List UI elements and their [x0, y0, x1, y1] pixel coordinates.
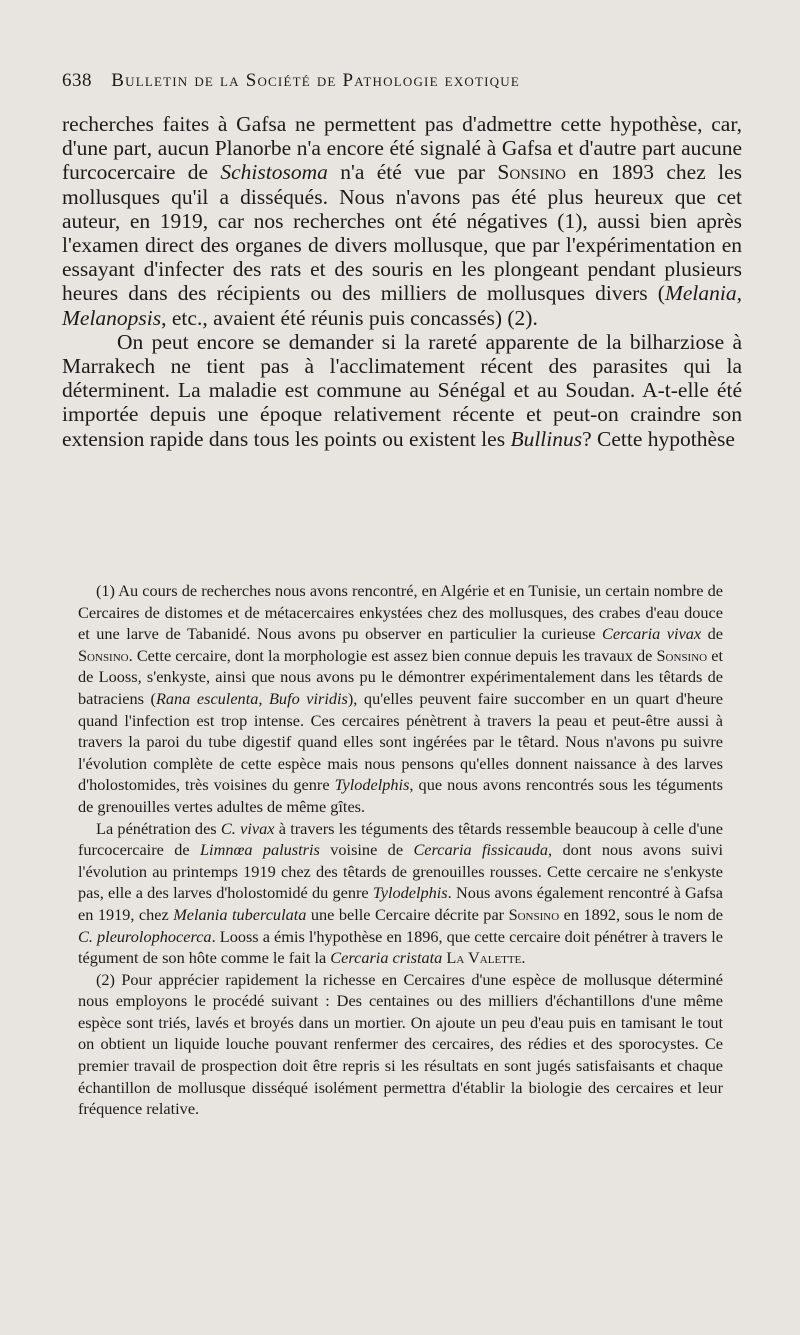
italic-term: Cercaria vivax	[602, 624, 702, 644]
footnote-2	[78, 969, 723, 1120]
running-header	[62, 70, 742, 92]
text-run: recherches faites à Gafsa ne permettent pas d'admettre cette hypothèse, car, d'une part, aucun Planorbe n'a encore été signalé à Gafsa et d'autre part aucune furcocercaire de	[62, 112, 742, 185]
italic-term: C. vivax	[220, 818, 275, 838]
text-run: en 1892, sous le nom de	[559, 904, 723, 924]
text-run: , dont nous avons suivi l'évolution au printemps 1919 chez des têtards de grenouilles rousses. Cette cercaire ne s'enkyste pas, elle a des larves d'holostomidé du genre	[78, 840, 724, 903]
text-run: , que nous avons rencontrés sous les téguments de grenouilles vertes adultes de même gîtes.	[78, 775, 723, 816]
text-run: , etc., avaient été réunis puis concassés) (2).	[161, 305, 538, 330]
text-run: ), qu'elles peuvent faire succomber en un quart d'heure quand l'infection est trop intense. Ces cercaires pénètrent à travers la peau et peut-être aussi à travers la paroi du tube digestif quand elles sont ingérées par le têtard. Nous n'avons pu suivre l'évolution complète de cette espèce mais nous pensons qu'elles donnent naissance à des larves d'holostomides, très voisines du genre	[78, 688, 723, 795]
text-run: une belle Cercaire décrite par	[306, 904, 509, 924]
text-run: et de Looss, s'enkyste, ainsi que nous avons pu le démontrer expérimentalement dans les têtards de batraciens (	[78, 645, 723, 708]
italic-term: Melanopsis	[62, 305, 162, 330]
text-run: ? Cette hypothèse	[582, 426, 735, 451]
paragraph-2	[62, 330, 742, 451]
italic-term: Bullinus	[510, 426, 583, 451]
italic-term: Melania	[664, 281, 737, 306]
paragraph-1	[62, 112, 742, 330]
text-run: .	[521, 948, 526, 968]
text-run: . Cette cercaire, dont la morphologie est assez bien connue depuis les travaux de	[128, 645, 657, 665]
italic-term: Melania tuberculata	[173, 904, 307, 924]
italic-term: Schistosoma	[220, 160, 328, 185]
italic-term: C. pleurolophocerca	[78, 926, 212, 946]
italic-term: Tylodelphis	[334, 775, 410, 795]
author-name: La Valette	[446, 948, 522, 968]
page-number: 638	[62, 70, 92, 91]
text-run: . Looss a émis l'hypothèse en 1896, que cette cercaire doit pénétrer à travers le tégument de son hôte comme le fait la	[78, 926, 723, 968]
text-run: voisine de	[319, 840, 414, 860]
footnote-1-continued	[78, 818, 723, 969]
footnote-1	[78, 580, 723, 818]
text-run: (2) Pour apprécier rapidement la richesse en Cercaires d'une espèce de mollusque déterminé nous employons le procédé suivant : Des centaines ou des milliers d'échantillons d'une même espèce sont triés, lavés et broyés dans un mortier. On ajoute un peu d'eau puis en tamisant le tout on obtient un liquide louche pouvant renfermer des cercaires, des rédies et des sporocystes. Ce premier travail de prospection doit être repris si les résultats en sont jugés satisfaisants et chaque échantillon de mollusque disséqué isolément permettra d'établir la biologie des cercaires et leur fréquence relative.	[78, 969, 723, 1119]
italic-term: Tylodelphis	[372, 883, 448, 903]
text-run: en 1893 chez les mollusques qu'il a disséqués. Nous n'avons pas été plus heureux que cet auteur, en 1919, car nos recherches ont été négatives (1), aussi bien après l'examen direct des organes de divers mollusque, que par l'expérimentation en essayant d'infecter des rats et des souris en les plongeant pendant plusieurs heures dans des récipients ou des milliers de mollusques divers (	[62, 160, 742, 306]
italic-term: Rana esculenta, Bufo viridis	[155, 688, 348, 708]
text-run: de	[701, 624, 723, 644]
main-text	[62, 112, 742, 451]
italic-term: Cercaria fissicauda	[413, 840, 549, 860]
italic-term: Limnœa palustris	[200, 840, 320, 860]
author-name: Sonsino	[497, 160, 566, 185]
footnotes	[78, 580, 723, 1120]
text-run: On peut encore se demander si la rareté apparente de la bilharziose à Marrakech ne tient pas à l'acclimatement récent des parasites qui la déterminent. La maladie est commune au Sénégal et au Soudan. A-t-elle été importée depuis une époque relativement récente et peut-on craindre son extension rapide dans tous les points ou existent les	[62, 329, 742, 451]
author-name: Sonsino	[508, 904, 560, 924]
journal-title: Bulletin de la Société de Pathologie exotique	[111, 70, 520, 91]
italic-term: Cercaria cristata	[330, 948, 443, 968]
text-run: n'a été vue par	[327, 160, 498, 185]
text-run: à travers les téguments des têtards ressemble beaucoup à celle d'une furcocercaire de	[78, 818, 723, 860]
text-run: La pénétration des	[96, 818, 221, 838]
text-run: (1) Au cours de recherches nous avons rencontré, en Algérie et en Tunisie, un certain nombre de Cercaires de distomes et de métacercaires enkystées chez des mollusques, des crabes d'eau douce et une larve de Tabanidé. Nous avons pu observer en particulier la curieuse	[78, 581, 723, 644]
author-name: Sonsino	[78, 645, 129, 665]
author-name: Sonsino	[656, 645, 708, 665]
text-run: ,	[736, 281, 742, 306]
text-run: . Nous avons également rencontré à Gafsa en 1919, chez	[78, 883, 723, 924]
